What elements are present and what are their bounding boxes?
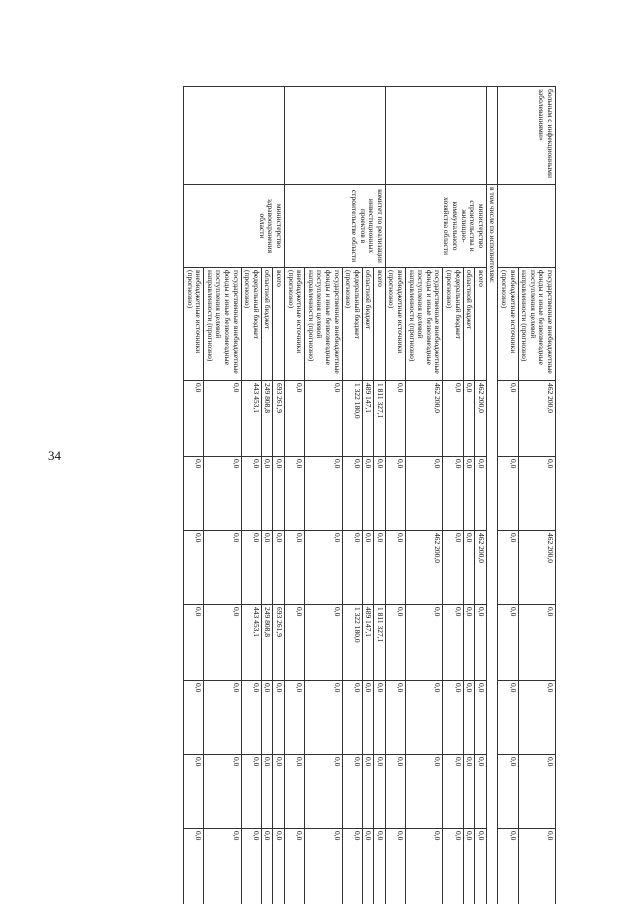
value-cell: 0,0 [385,755,405,829]
executor-cell: комитет по реализации инвестиционных проектов в строительстве области [284,185,385,268]
value-cell: 0,0 [463,381,475,457]
funding-source-cell: всего [374,268,386,381]
value-cell: 0,0 [184,755,204,829]
table-body [184,87,556,905]
value-cell: 0,0 [204,681,241,755]
value-cell: 0,0 [261,829,273,905]
value-cell: 0,0 [443,829,463,905]
value-cell: 0,0 [443,605,463,681]
value-cell: 0,0 [261,755,273,829]
value-cell: 462 200,0 [475,531,487,605]
funding-source-cell: федеральный бюджет (прогнозно) [443,268,463,381]
value-cell: 0,0 [498,381,518,457]
value-cell: 0,0 [241,755,261,829]
value-cell: 0,0 [406,605,443,681]
value-cell: 0,0 [204,605,241,681]
value-cell: 0,0 [284,605,304,681]
value-cell: 0,0 [475,457,487,531]
value-cell: 462 200,0 [406,531,443,605]
value-cell: 0,0 [305,755,342,829]
value-cell: 0,0 [241,531,261,605]
funding-source-cell: областной бюджет [362,268,374,381]
value-cell: 0,0 [184,681,204,755]
value-cell: 0,0 [475,681,487,755]
value-cell: 0,0 [518,681,555,755]
value-cell: 0,0 [184,829,204,905]
value-cell: 0,0 [204,381,241,457]
executor-cell: министерство строительства и жилищно-коммунального хозяйства области [385,185,486,268]
value-cell: 0,0 [406,681,443,755]
funding-source-cell: федеральный бюджет (прогнозно) [342,268,362,381]
value-cell: 0,0 [241,681,261,755]
executor-cell [498,185,556,268]
value-cell: 249 808,8 [261,381,273,457]
value-cell: 0,0 [498,829,518,905]
value-cell: 0,0 [385,381,405,457]
value-cell: 0,0 [385,531,405,605]
funding-source-cell: областной бюджет [261,268,273,381]
value-cell: 462 200,0 [518,531,555,605]
value-cell: 0,0 [273,681,285,755]
value-cell: 693 261,9 [273,605,285,681]
funding-source-cell: внебюджетные источники (прогнозно) [184,268,204,381]
value-cell: 0,0 [374,755,386,829]
value-cell: 0,0 [261,457,273,531]
value-cell: 0,0 [284,755,304,829]
value-cell: 0,0 [241,457,261,531]
value-cell: 0,0 [518,755,555,829]
value-cell: 0,0 [385,605,405,681]
value-cell: 0,0 [498,531,518,605]
value-cell: 462 200,0 [518,381,555,457]
value-cell: 0,0 [463,531,475,605]
value-cell: 0,0 [374,457,386,531]
value-cell: 0,0 [284,381,304,457]
value-cell: 0,0 [463,829,475,905]
value-cell: 0,0 [463,457,475,531]
value-cell: 0,0 [184,381,204,457]
funding-source-cell: государственные внебюджетные фонды и иные безвозмездные поступления целевой направленности (прогнозно) [204,268,241,381]
value-cell: 0,0 [342,829,362,905]
value-cell: 0,0 [204,531,241,605]
funding-table [183,86,556,904]
value-cell: 0,0 [342,681,362,755]
value-cell: 0,0 [518,829,555,905]
value-cell: 0,0 [184,457,204,531]
value-cell: 0,0 [273,457,285,531]
value-cell: 1 811 327,1 [374,605,386,681]
value-cell: 0,0 [362,457,374,531]
funding-source-cell: всего [475,268,487,381]
value-cell: 0,0 [475,829,487,905]
value-cell: 249 808,8 [261,605,273,681]
value-cell: 1 322 180,0 [342,605,362,681]
value-cell: 0,0 [241,829,261,905]
value-cell: 0,0 [498,605,518,681]
program-name-cell [486,87,498,185]
value-cell: 0,0 [475,605,487,681]
funding-source-cell: государственные внебюджетные фонды и иные безвозмездные поступления целевой направленности (прогнозно) [406,268,443,381]
funding-source-cell: государственные внебюджетные фонды и иные безвозмездные поступления целевой направленности (прогнозно) [518,268,555,381]
value-cell: 0,0 [498,755,518,829]
subheader-cell: в том числе по исполнителям: [486,185,498,905]
value-cell: 0,0 [204,755,241,829]
table-row [273,87,285,905]
value-cell: 0,0 [463,755,475,829]
value-cell: 0,0 [284,457,304,531]
value-cell: 0,0 [498,457,518,531]
value-cell: 0,0 [374,829,386,905]
value-cell: 0,0 [342,531,362,605]
program-name-cell [284,87,385,185]
value-cell: 0,0 [204,457,241,531]
value-cell: 0,0 [305,457,342,531]
value-cell: 0,0 [305,681,342,755]
table-row [475,87,487,905]
funding-source-cell: федеральный бюджет (прогнозно) [241,268,261,381]
value-cell: 0,0 [342,755,362,829]
value-cell: 0,0 [518,457,555,531]
value-cell: 0,0 [406,457,443,531]
value-cell: 443 453,1 [241,605,261,681]
funding-source-cell: областной бюджет [463,268,475,381]
table-row [374,87,386,905]
value-cell: 0,0 [284,531,304,605]
value-cell: 0,0 [443,457,463,531]
value-cell: 0,0 [518,605,555,681]
value-cell: 0,0 [273,755,285,829]
funding-source-cell: всего [273,268,285,381]
value-cell: 0,0 [305,531,342,605]
value-cell: 0,0 [475,755,487,829]
program-name-cell [184,87,285,185]
value-cell: 0,0 [443,531,463,605]
value-cell: 462 200,0 [475,381,487,457]
value-cell: 489 147,1 [362,605,374,681]
value-cell: 0,0 [184,531,204,605]
value-cell: 0,0 [443,755,463,829]
value-cell: 0,0 [273,829,285,905]
rotated-table-container [86,86,556,904]
value-cell: 1 322 180,0 [342,381,362,457]
value-cell: 0,0 [204,829,241,905]
funding-source-cell: государственные внебюджетные фонды и иные безвозмездные поступления целевой направленности (прогнозно) [305,268,342,381]
value-cell: 693 261,9 [273,381,285,457]
subheader-row [486,87,498,905]
value-cell: 0,0 [406,755,443,829]
value-cell: 0,0 [362,755,374,829]
value-cell: 0,0 [284,829,304,905]
value-cell: 0,0 [443,681,463,755]
page-number: 34 [48,448,61,463]
value-cell: 0,0 [463,681,475,755]
value-cell: 0,0 [362,531,374,605]
value-cell: 0,0 [498,681,518,755]
value-cell: 462 200,0 [406,381,443,457]
value-cell: 0,0 [385,681,405,755]
funding-source-cell: внебюджетные источники (прогнозно) [385,268,405,381]
value-cell: 0,0 [385,457,405,531]
value-cell: 0,0 [362,681,374,755]
program-name-cell [385,87,486,185]
value-cell: 0,0 [342,457,362,531]
value-cell: 0,0 [362,829,374,905]
value-cell: 0,0 [305,605,342,681]
value-cell: 0,0 [261,531,273,605]
value-cell: 0,0 [305,381,342,457]
program-name-cell: больным с инфекционными заболеваниями» [498,87,556,185]
value-cell: 0,0 [374,681,386,755]
value-cell: 0,0 [184,605,204,681]
value-cell: 0,0 [305,829,342,905]
executor-cell: министерство здравоохранения области [184,185,285,268]
value-cell: 1 811 327,1 [374,381,386,457]
value-cell: 489 147,1 [362,381,374,457]
value-cell: 0,0 [406,829,443,905]
value-cell: 0,0 [443,381,463,457]
value-cell: 0,0 [273,531,285,605]
funding-source-cell: внебюджетные источники (прогнозно) [498,268,518,381]
value-cell: 0,0 [284,681,304,755]
rotated-table-viewport [86,86,556,904]
value-cell: 443 453,1 [241,381,261,457]
value-cell: 0,0 [261,681,273,755]
funding-source-cell: внебюджетные источники (прогнозно) [284,268,304,381]
value-cell: 0,0 [374,531,386,605]
value-cell: 0,0 [463,605,475,681]
table-row [518,87,555,905]
value-cell: 0,0 [385,829,405,905]
